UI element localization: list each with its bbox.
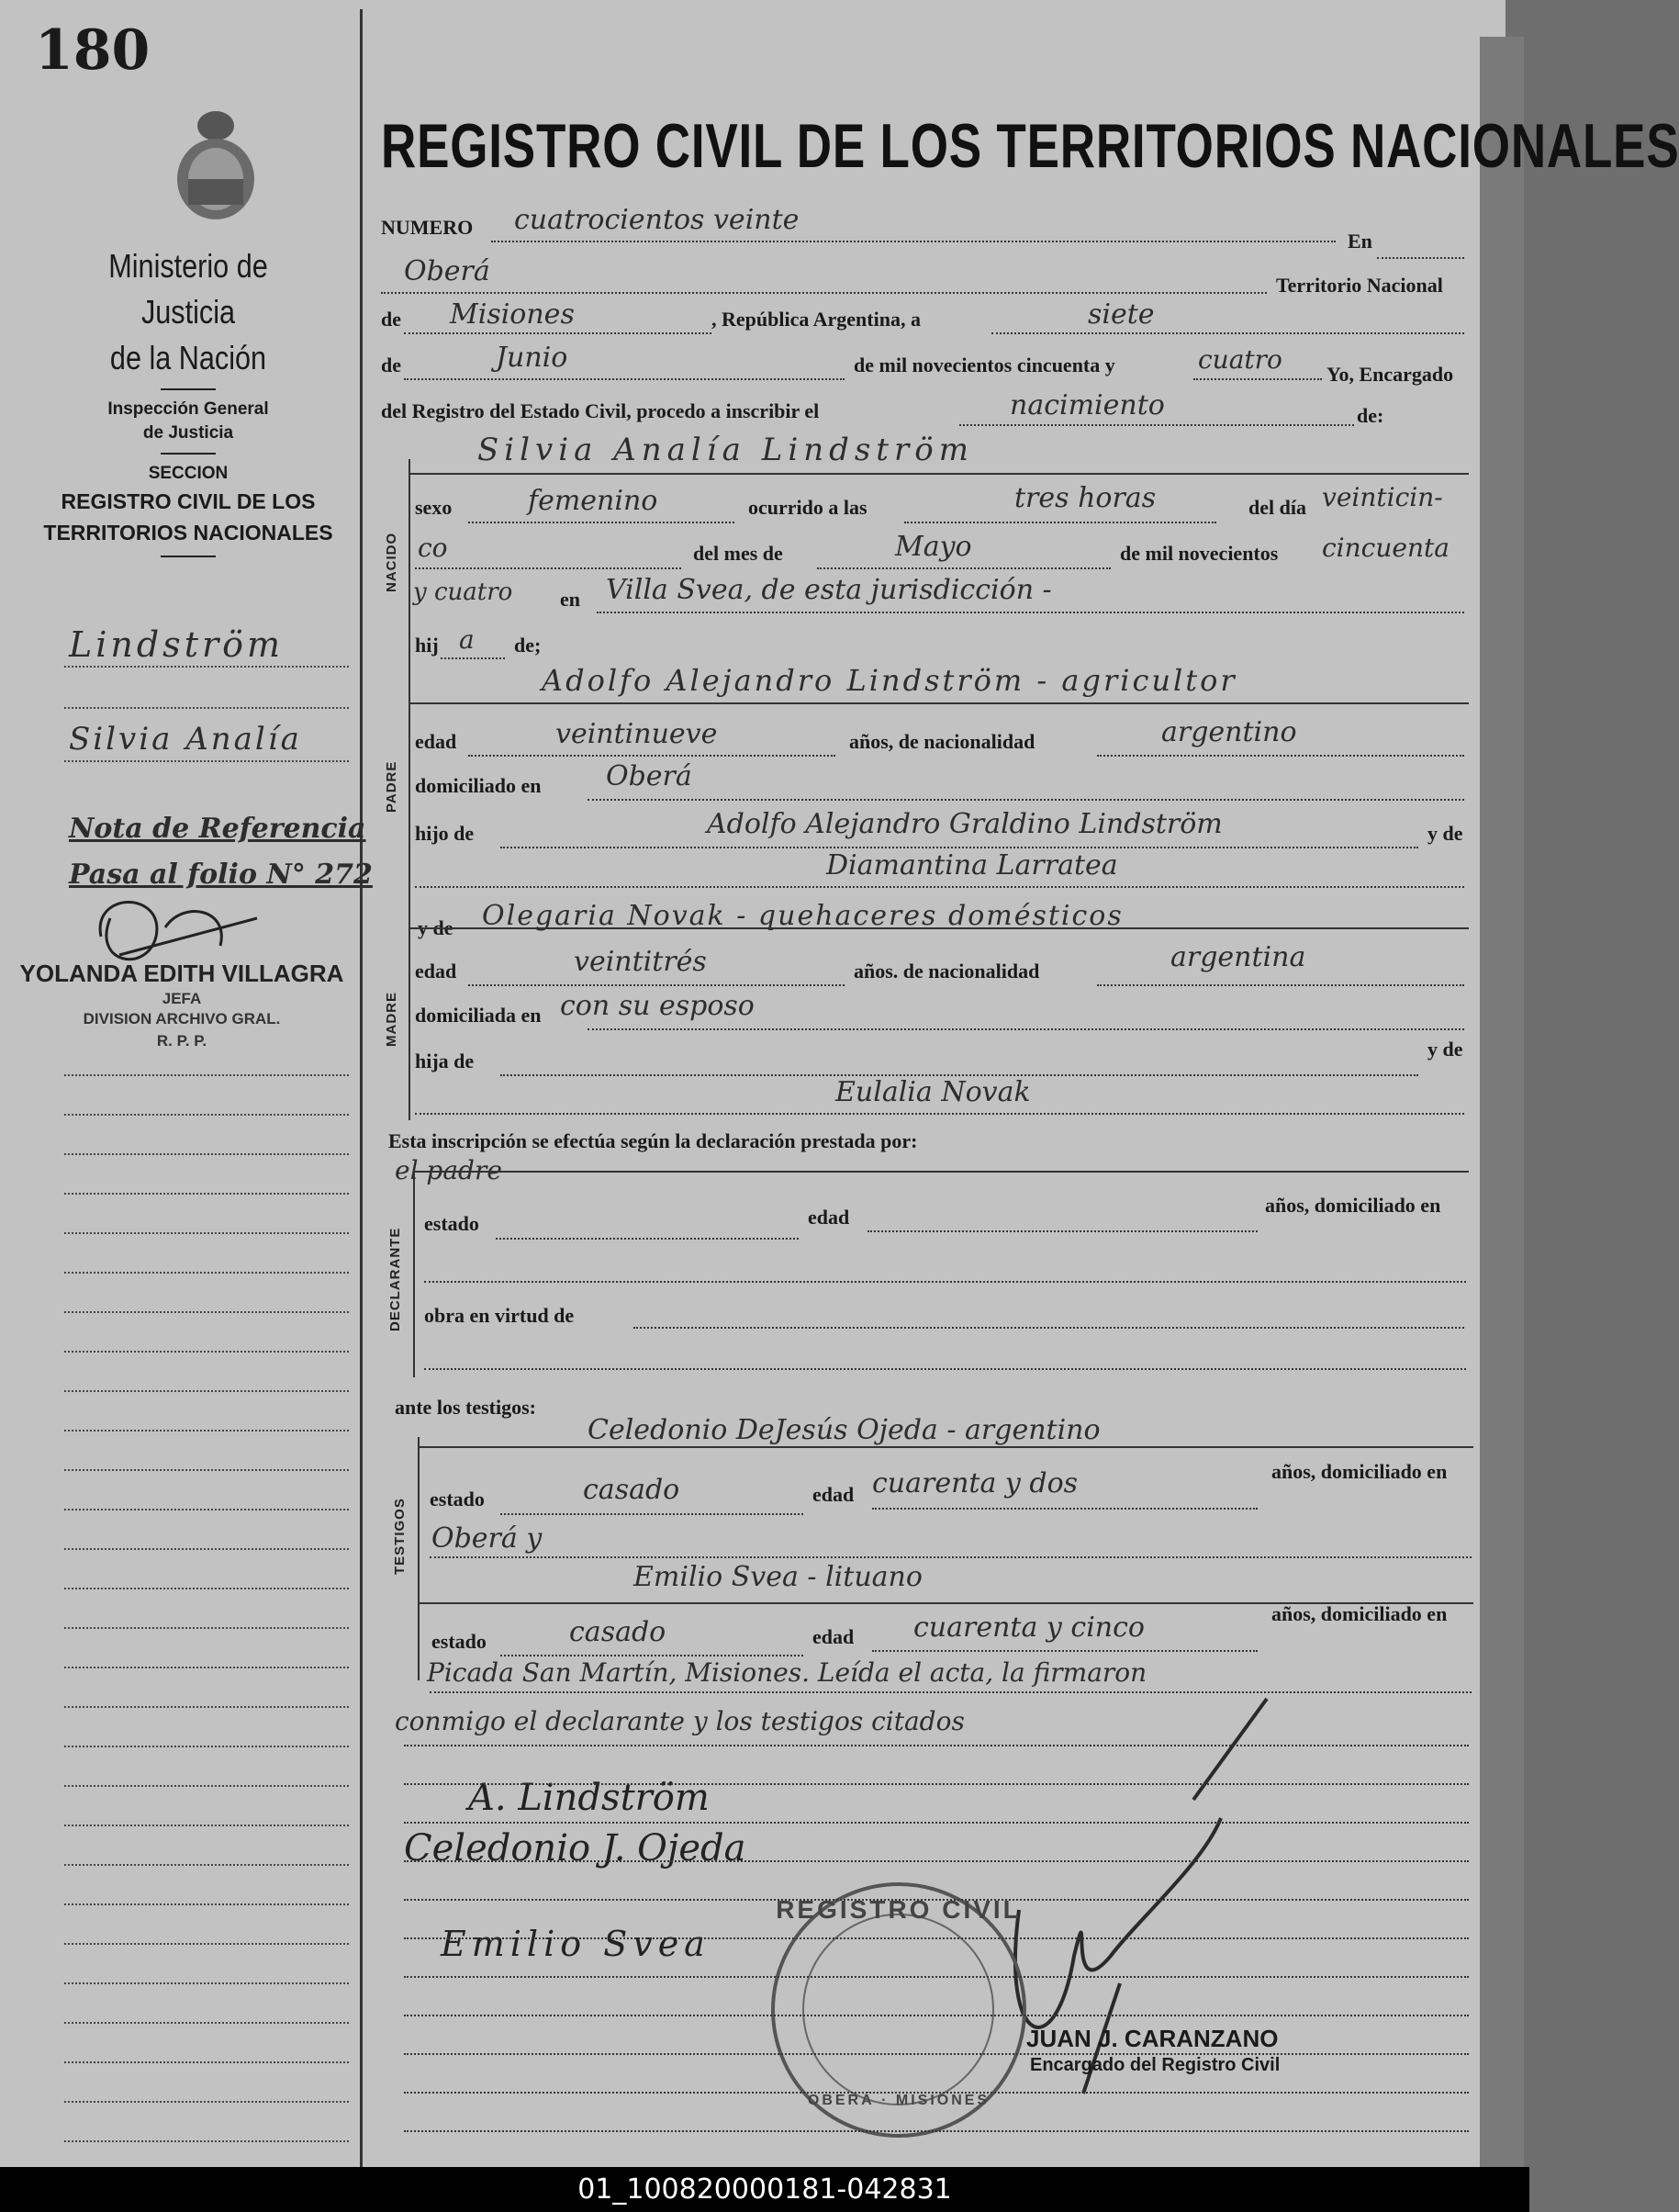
t2-dom-label: años, domiciliado en: [1271, 1602, 1448, 1625]
ministry-line2: de la Nación: [109, 339, 267, 376]
padre-edad-label: edad: [415, 730, 457, 753]
acto-value: nacimiento: [1010, 389, 1165, 421]
obra-label: obra en virtud de: [424, 1304, 575, 1327]
cierre-value: conmigo el declarante y los testigos citados: [395, 1706, 965, 1736]
dia-value-1: veinticin-: [1322, 482, 1443, 512]
hij-value: a: [459, 624, 475, 655]
de-label-2: de: [381, 354, 401, 376]
official-title: JEFA: [162, 990, 202, 1007]
t2-estado-value: casado: [569, 1616, 666, 1648]
del-mes-label: del mes de: [693, 542, 783, 565]
madre-hija-label: hija de: [415, 1050, 475, 1072]
madre-edad-value: veintitrés: [574, 946, 707, 978]
padre-value: Adolfo Alejandro Lindström - agricultor: [542, 663, 1237, 698]
stamp-bottom-text: OBERÁ · MISIONES: [807, 2093, 991, 2108]
t1-edad-label: edad: [812, 1483, 855, 1506]
del-dia-label: del día: [1248, 496, 1306, 519]
dia-acta-value: siete: [1088, 298, 1155, 331]
mes-value: Mayo: [895, 531, 972, 563]
madre-y-de-label: y de: [418, 916, 453, 939]
margin-note1: Nota de Referencia: [69, 813, 366, 845]
registro-civil-stamp: [771, 1882, 1026, 2138]
margin-note2: Pasa al folio N° 272: [69, 859, 373, 891]
testigo1-value: Celedonio DeJesús Ojeda - argentino: [588, 1414, 1101, 1446]
ministry-line1: Ministerio de Justicia: [108, 247, 268, 331]
officer-name: JUAN J. CARANZANO: [1026, 2025, 1279, 2052]
seccion-label: SECCION: [148, 464, 229, 483]
page-number: 180: [35, 18, 151, 83]
official-name: YOLANDA EDITH VILLAGRA: [19, 960, 344, 987]
numero-value: cuatrocientos veinte: [514, 204, 800, 236]
padre-hijo-value-1: Adolfo Alejandro Graldino Lindström: [707, 808, 1223, 840]
testigo2-value: Emilio Svea - lituano: [633, 1561, 923, 1593]
padre-y-de-label: y de: [1427, 822, 1463, 845]
sexo-label: sexo: [415, 496, 453, 519]
padre-dom-label: domiciliado en: [415, 774, 542, 797]
testigos-label: ante los testigos:: [395, 1396, 536, 1419]
padre-nac-value: argentino: [1161, 716, 1297, 748]
t2-dom-value: Picada San Martín, Misiones. Leída el acta, la firmaron: [427, 1657, 1147, 1688]
madre-dom-value: con su esposo: [560, 990, 755, 1022]
yo-label: Yo, Encargado: [1326, 363, 1454, 386]
t1-estado-value: casado: [583, 1474, 680, 1506]
official-division: DIVISION ARCHIVO GRAL.: [83, 1010, 281, 1027]
margin-given-names: Silvia Analía: [69, 721, 302, 758]
republica-label: , República Argentina, a: [711, 308, 921, 331]
padre-nac-label: años, de nacionalidad: [849, 730, 1035, 753]
inspeccion-line2: de Justicia: [142, 423, 234, 443]
footer-id: 01_100820000181-042831: [0, 2167, 1529, 2212]
declaracion-label: Esta inscripción se efectúa según la declaración prestada por:: [388, 1129, 918, 1152]
t2-edad-value: cuarenta y cinco: [913, 1611, 1145, 1644]
t1-edad-value: cuarenta y dos: [872, 1467, 1079, 1499]
madre-value: Olegaria Novak - quehaceres domésticos: [482, 900, 1124, 932]
ministry-header: [37, 243, 340, 565]
en-lower-label: en: [560, 588, 580, 611]
t1-dom-value: Oberá y: [431, 1522, 543, 1555]
ocurrido-label: ocurrido a las: [748, 496, 867, 519]
de-label-1: de: [381, 308, 401, 331]
padre-hijo-value-2: Diamantina Larratea: [826, 849, 1118, 881]
ano-value-2: y cuatro: [413, 578, 513, 606]
margin-divider: [360, 9, 363, 2167]
padre-edad-value: veintinueve: [555, 718, 718, 750]
coat-of-arms-icon: [170, 106, 262, 225]
declarante-edad-label: edad: [808, 1206, 850, 1229]
madre-side-label: MADRE: [384, 992, 399, 1047]
registro-line2: TERRITORIOS NACIONALES: [43, 521, 333, 545]
del-registro-label: del Registro del Estado Civil, procedo a inscribir el: [381, 399, 820, 422]
t1-estado-label: estado: [430, 1488, 485, 1510]
officer-title: Encargado del Registro Civil: [1030, 2055, 1281, 2075]
testigos-side-label: TESTIGOS: [392, 1498, 408, 1575]
sexo-value: femenino: [528, 485, 658, 517]
madre-dom-label: domiciliada en: [415, 1004, 542, 1027]
madre-edad-label: edad: [415, 960, 457, 982]
hij-label: hij: [415, 634, 439, 657]
padre-dom-value: Oberá: [606, 760, 692, 792]
t2-edad-label: edad: [812, 1625, 855, 1648]
lugar-nac-value: Villa Svea, de esta jurisdicción -: [606, 574, 1052, 606]
de-mil-label: de mil novecientos cincuenta y: [854, 354, 1115, 376]
madre-y-de-label-2: y de: [1427, 1038, 1463, 1061]
hora-value: tres horas: [1014, 482, 1157, 514]
madre-hija-value: Eulalia Novak: [835, 1076, 1031, 1108]
signature-1: A. Lindström: [468, 1777, 710, 1819]
nacido-side-label: NACIDO: [384, 532, 399, 592]
nombre-value: Silvia Analía Lindström: [477, 432, 974, 468]
de-mil-label-2: de mil novecientos: [1120, 542, 1279, 565]
padre-hijo-label: hijo de: [415, 822, 475, 845]
margin-surname: Lindström: [69, 624, 285, 665]
dia-value-2: co: [418, 533, 448, 563]
territorio-value: Misiones: [450, 298, 575, 331]
signature-2: Celedonio J. Ojeda: [404, 1827, 746, 1870]
padre-side-label: PADRE: [384, 760, 399, 813]
de-colon-label: de:: [1357, 404, 1384, 427]
declarante-side-label: DECLARANTE: [387, 1227, 403, 1331]
book-edge: [1480, 37, 1524, 2167]
t2-estado-label: estado: [431, 1630, 487, 1653]
declarante-estado-label: estado: [424, 1212, 479, 1235]
signature-3: Emilio Svea: [441, 1924, 711, 1964]
en-label: En: [1348, 230, 1372, 253]
ano-acta-value: cuatro: [1198, 344, 1282, 375]
declarante-dom-label: años, domiciliado en: [1265, 1194, 1441, 1217]
mes-acta-value: Junio: [496, 342, 568, 374]
ano-value-1: cincuenta: [1322, 533, 1450, 563]
numero-label: NUMERO: [381, 216, 474, 239]
inspeccion-line1: Inspección General: [107, 399, 269, 419]
t1-dom-label: años, domiciliado en: [1271, 1460, 1448, 1483]
stamp-text: REGISTRO CIVIL: [776, 1895, 1022, 1924]
territorio-label: Territorio Nacional: [1276, 274, 1443, 297]
de-semi-label: de;: [514, 634, 542, 657]
registro-line1: REGISTRO CIVIL DE LOS: [61, 489, 316, 513]
form-title: REGISTRO CIVIL DE LOS TERRITORIOS NACIONALES: [381, 111, 1679, 181]
declarante-value: el padre: [395, 1155, 502, 1185]
madre-nac-label: años. de nacionalidad: [854, 960, 1040, 982]
official-rpp: R. P. P.: [156, 1032, 207, 1050]
madre-nac-value: argentina: [1170, 941, 1306, 973]
lugar-value: Oberá: [404, 255, 490, 287]
